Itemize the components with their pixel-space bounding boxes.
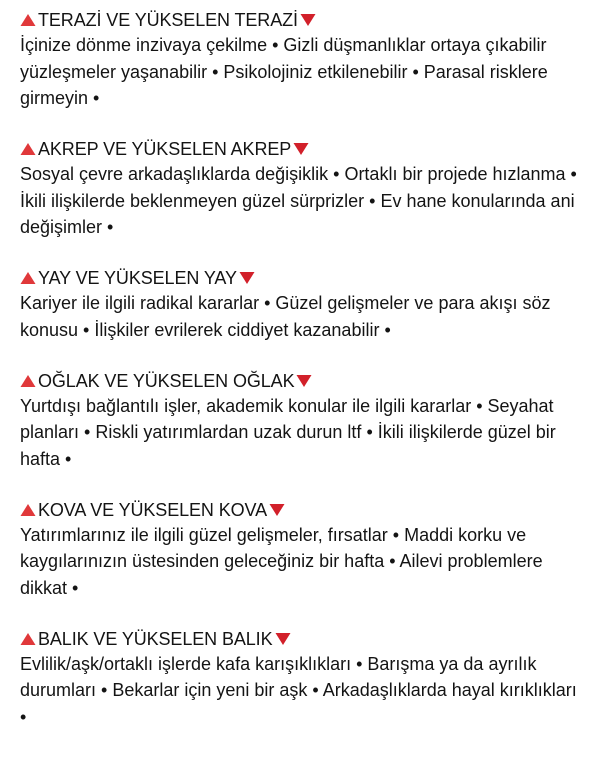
section-heading — [20, 8, 590, 32]
red-triangle-down-icon — [275, 632, 291, 646]
red-triangle-down-icon — [296, 374, 312, 388]
section-title: YAY VE YÜKSELEN YAY — [38, 268, 237, 288]
section-terazi — [20, 8, 590, 112]
red-triangle-down-icon — [293, 142, 309, 156]
red-triangle-down-icon — [239, 271, 255, 285]
section-balik — [20, 627, 590, 731]
section-text: Sosyal çevre arkadaşlıklarda değişiklik • Ortaklı bir projede hızlanma • İkili ilişkilerde beklenmeyen güzel sürprizler • Ev hane konularında ani değişimler • — [20, 164, 577, 237]
section-text: Kariyer ile ilgili radikal kararlar • Güzel gelişmeler ve para akışı söz konusu • İlişkiler evrilerek ciddiyet kazanabilir • — [20, 293, 551, 340]
red-triangle-up-icon — [20, 271, 36, 285]
section-title: AKREP VE YÜKSELEN AKREP — [38, 139, 292, 159]
section-text: İçinize dönme inzivaya çekilme • Gizli düşmanlıklar ortaya çıkabilir yüzleşmeler yaşanabilir • Psikolojiniz etkilenebilir • Parasal risklere girmeyin • — [20, 35, 548, 108]
section-heading — [20, 498, 590, 522]
section-akrep — [20, 137, 590, 241]
red-triangle-up-icon — [20, 632, 36, 646]
section-kova — [20, 498, 590, 602]
red-triangle-up-icon — [20, 13, 36, 27]
section-text: Evlilik/aşk/ortaklı işlerde kafa karışıklıkları • Barışma ya da ayrılık durumları • Bekarlar için yeni bir aşk • Arkadaşlıklarda hayal kırıklıkları • — [20, 653, 577, 727]
section-title: KOVA VE YÜKSELEN KOVA — [38, 499, 267, 520]
section-title: OĞLAK VE YÜKSELEN OĞLAK — [38, 370, 295, 391]
red-triangle-down-icon — [269, 503, 285, 517]
red-triangle-up-icon — [20, 503, 36, 517]
section-yay — [20, 266, 590, 343]
section-title: TERAZİ VE YÜKSELEN TERAZİ — [38, 10, 298, 30]
section-title: BALIK VE YÜKSELEN BALIK — [38, 628, 273, 649]
section-text: Yurtdışı bağlantılı işler, akademik konular ile ilgili kararlar • Seyahat planları • Riskli yatırımlardan uzak durun ltf • İkili ilişkilerde güzel bir hafta • — [20, 395, 556, 469]
section-heading — [20, 137, 590, 161]
section-oglak — [20, 369, 590, 473]
red-triangle-up-icon — [20, 142, 36, 156]
red-triangle-down-icon — [300, 13, 316, 27]
section-text: Yatırımlarınız ile ilgili güzel gelişmeler, fırsatlar • Maddi korku ve kaygılarınızın üstesinden geleceğiniz bir hafta • Ailevi problemlere dikkat • — [20, 524, 543, 598]
section-heading — [20, 266, 590, 290]
section-heading — [20, 369, 590, 393]
red-triangle-up-icon — [20, 374, 36, 388]
section-heading — [20, 627, 590, 651]
